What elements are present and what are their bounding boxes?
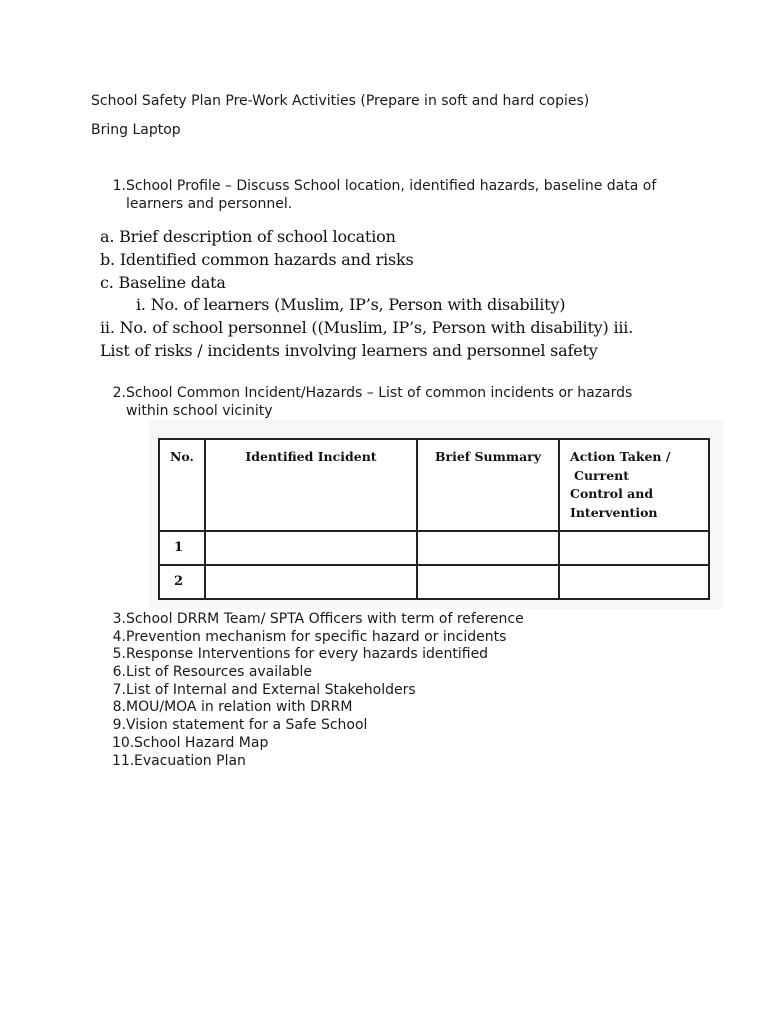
list-item-text: School Hazard Map xyxy=(134,735,269,751)
profile-detail-c-i: i. No. of learners (Muslim, IP’s, Person with disability) xyxy=(136,295,566,315)
list-item xyxy=(80,177,680,213)
list-item-number: 8. xyxy=(112,699,126,715)
list-item xyxy=(80,734,680,752)
list-item xyxy=(80,752,680,770)
header-identified-incident: Identified Incident xyxy=(205,439,417,531)
list-item-text: School DRRM Team/ SPTA Officers with term of reference xyxy=(126,611,524,627)
list-item xyxy=(80,663,680,681)
list-item-number: 5. xyxy=(112,646,126,662)
list-item-number: 9. xyxy=(112,717,126,733)
list-item-text: School Common Incident/Hazards – List of common incidents or hazards within school vicinity xyxy=(126,385,633,419)
profile-detail-a: a. Brief description of school location xyxy=(100,227,396,246)
list-item-text: Evacuation Plan xyxy=(134,753,246,769)
bring-laptop-note: Bring Laptop xyxy=(91,122,181,138)
row-number-cell: 1 xyxy=(159,531,205,565)
list-item xyxy=(80,716,680,734)
table-row xyxy=(159,565,709,599)
list-item-number: 6. xyxy=(112,664,126,680)
profile-detail-c: c. Baseline data xyxy=(100,272,226,292)
list-item-number: 3. xyxy=(112,611,126,627)
profile-detail-c-ii: ii. No. of school personnel ((Muslim, IP’s, Person with disability) iii. xyxy=(100,318,634,338)
table-row xyxy=(159,531,709,565)
list-item-number: 1. xyxy=(112,178,126,194)
incident-table-image xyxy=(150,420,723,609)
list-item xyxy=(80,384,680,420)
list-item-number: 7. xyxy=(112,682,126,698)
incident-table-header-row xyxy=(159,439,709,531)
list-item xyxy=(80,645,680,663)
profile-detail-b: b. Identified common hazards and risks xyxy=(100,249,414,269)
list-item-text: List of Internal and External Stakeholders xyxy=(126,682,416,698)
document-title: School Safety Plan Pre-Work Activities (Prepare in soft and hard copies) xyxy=(91,93,590,109)
header-brief-summary: Brief Summary xyxy=(417,439,559,531)
list-item xyxy=(80,628,680,646)
list-item-number: 11. xyxy=(112,753,135,769)
row-incident-cell xyxy=(205,531,417,565)
header-action-taken: Action Taken / Current Control and Intervention xyxy=(559,439,709,531)
list-item-text: List of Resources available xyxy=(126,664,313,680)
row-summary-cell xyxy=(417,565,559,599)
list-item-text: Response Interventions for every hazards identified xyxy=(126,646,489,662)
school-profile-details xyxy=(100,226,660,363)
row-action-cell xyxy=(559,531,709,565)
row-number-cell: 2 xyxy=(159,565,205,599)
header-no: No. xyxy=(159,439,205,531)
list-item-number: 4. xyxy=(112,629,126,645)
list-item xyxy=(80,610,680,628)
incident-table xyxy=(158,438,710,600)
list-item-text: Vision statement for a Safe School xyxy=(126,717,368,733)
list-item-number: 2. xyxy=(112,385,126,401)
list-item xyxy=(80,698,680,716)
list-item-text: Prevention mechanism for specific hazard or incidents xyxy=(126,629,507,645)
list-item xyxy=(80,681,680,699)
row-action-cell xyxy=(559,565,709,599)
profile-detail-c-iii: List of risks / incidents involving learners and personnel safety xyxy=(100,340,598,360)
list-item-text: School Profile – Discuss School location, identified hazards, baseline data of learners and personnel. xyxy=(126,178,657,212)
row-incident-cell xyxy=(205,565,417,599)
list-item-text: MOU/MOA in relation with DRRM xyxy=(126,699,353,715)
row-summary-cell xyxy=(417,531,559,565)
list-item-number: 10. xyxy=(112,735,135,751)
